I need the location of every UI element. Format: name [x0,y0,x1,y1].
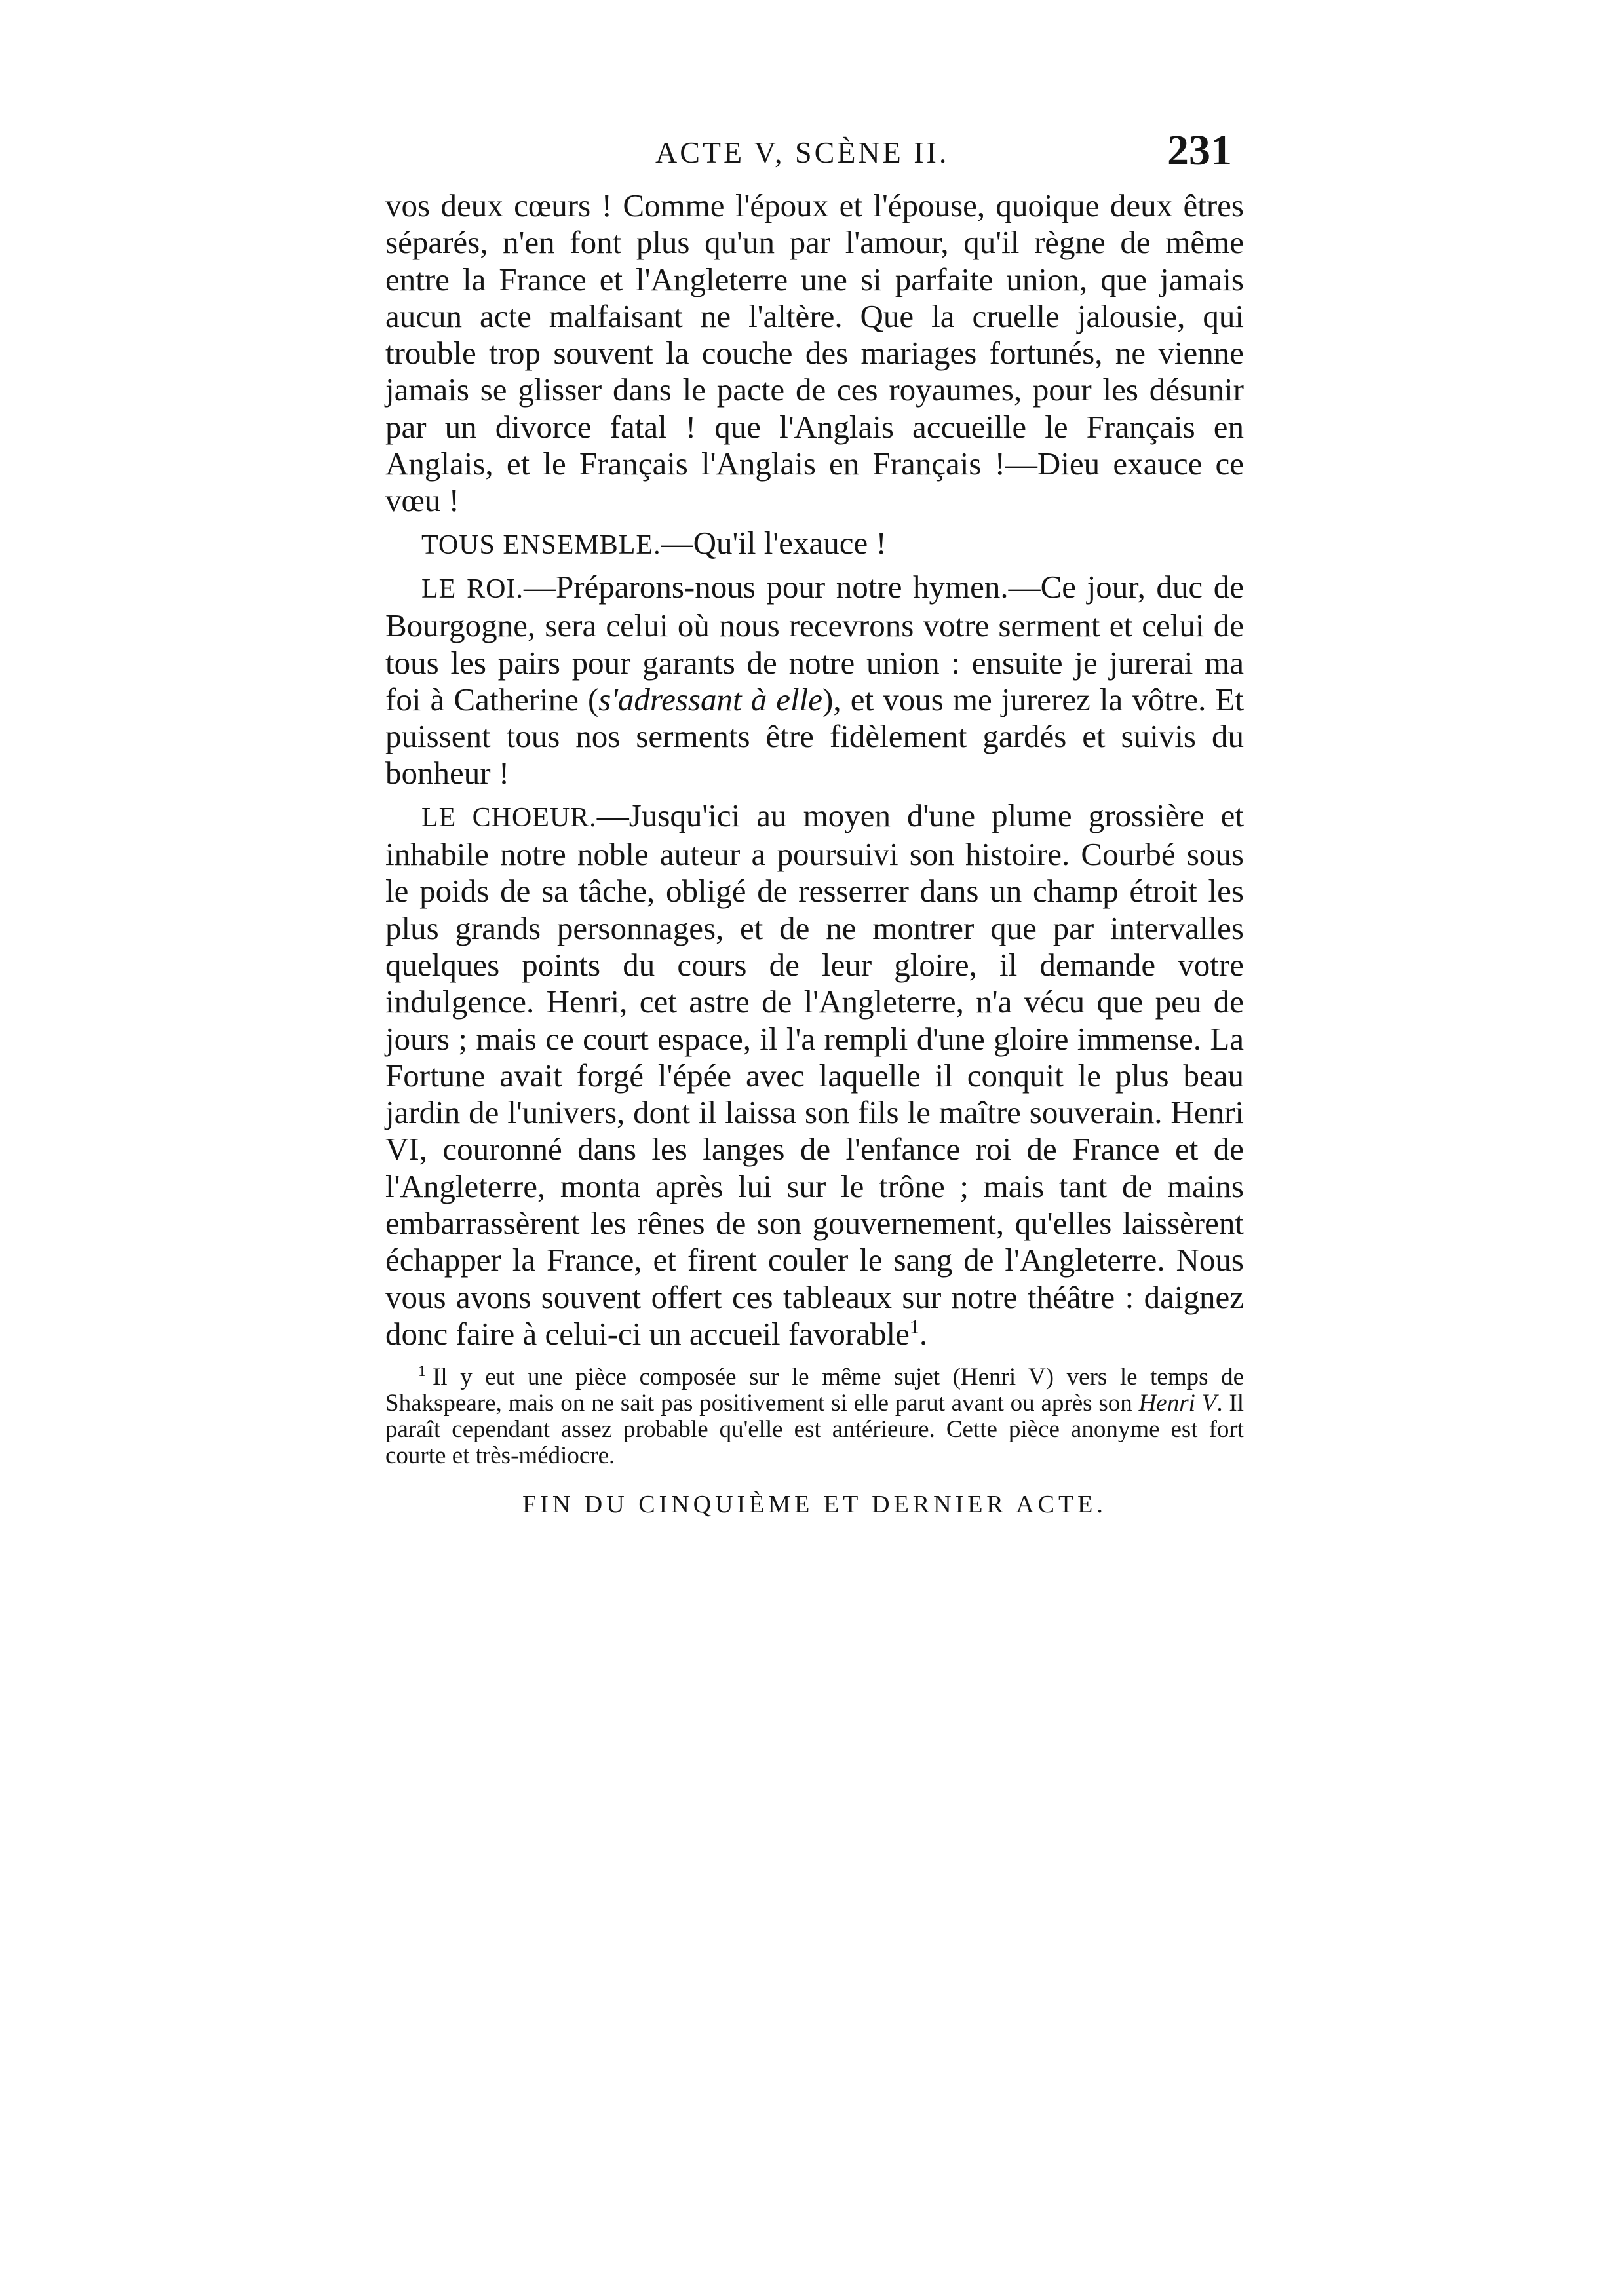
paragraph-continuation [385,187,1244,520]
footnote-text: Il y eut une pièce composée sur le même sujet (Henri V) vers le temps de Shakspeare, mais on ne sait pas positivement si elle parut avant ou après son [385,1364,1244,1417]
footnote [385,1364,1244,1469]
speech-text: —Jusqu'ici au moyen d'une plume grossière et inhabile notre noble auteur a poursuivi son histoire. Courbé sous le poids de sa tâche, obligé de resserrer dans un champ étroit les plus grands personnages, et de ne montrer que par intervalles quelques points du cours de leur gloire, il demande votre indulgence. Henri, cet astre de l'Angleterre, n'a vécu que peu de jours ; mais ce court espace, il l'a rempli d'une gloire immense. La Fortune avait forgé l'épée avec laquelle il conquit le plus beau jardin de l'univers, dont il laissa son fils le maître souverain. Henri VI, couronné dans les langes de l'enfance roi de France et de l'Angleterre, monta après lui sur le trône ; mais tant de mains embarrassèrent les rênes de son gouvernement, qu'elles laissèrent échapper la France, et firent couler le sang de l'Angleterre. Nous vous avons souvent offert ces tableaux sur notre théâtre : daignez donc faire à celui-ci un accueil favorable [385,797,1244,1352]
speaker-name: LE CHOEUR. [421,802,597,833]
footnote-text-end: . Il paraît cependant assez probable qu'elle est antérieure. Cette pièce anonyme est fort courte et très-médiocre. [385,1390,1244,1470]
page-header [655,126,1232,178]
speaker-name: LE ROI. [421,573,524,604]
speaker-name: TOUS ENSEMBLE. [421,529,661,560]
footnote-title: Henri V [1138,1390,1217,1417]
footnote-number: 1 [418,1362,426,1380]
paragraph-tous-ensemble [385,525,1244,564]
page-number: 231 [1167,126,1232,174]
stage-direction: s'adressant à elle [598,681,823,718]
paragraph-le-roi [385,569,1244,792]
speech-text: —Qu'il l'exauce ! [661,524,887,561]
speech-text-end: ), et vous me jurerez la vôtre. Et puissent tous nos serments être fidèlement gardés et suivis du bonheur ! [385,681,1244,792]
paragraph-le-choeur [385,797,1244,1352]
running-head: ACTE V, SCÈNE II. [655,136,950,169]
footnote-reference: 1 [909,1316,919,1338]
speech-text-end: . [919,1315,928,1352]
body-text [385,187,1244,1523]
paragraph-text: vos deux cœurs ! Comme l'époux et l'épouse, quoique deux êtres séparés, n'en font plus qu'un par l'amour, qu'il règne de même entre la France et l'Angleterre une si parfaite union, que jamais aucun acte malfaisant ne l'altère. Que la cruelle jalousie, qui trouble trop souvent la couche des mariages fortunés, ne vienne jamais se glisser dans le pacte de ces royaumes, pour les désunir par un divorce fatal ! que l'Anglais accueille le Français en Anglais, et le Français l'Anglais en Français !—Dieu exauce ce vœu ! [385,187,1244,519]
end-of-act-line: FIN DU CINQUIÈME ET DERNIER ACTE. [522,1491,1107,1519]
speech-text: —Préparons-nous pour notre hymen.—Ce jour, duc de Bourgogne, sera celui où nous recevrons votre serment et celui de tous les pairs pour garants de notre union : ensuite je jurerai ma foi à Catherine ( [385,568,1244,718]
